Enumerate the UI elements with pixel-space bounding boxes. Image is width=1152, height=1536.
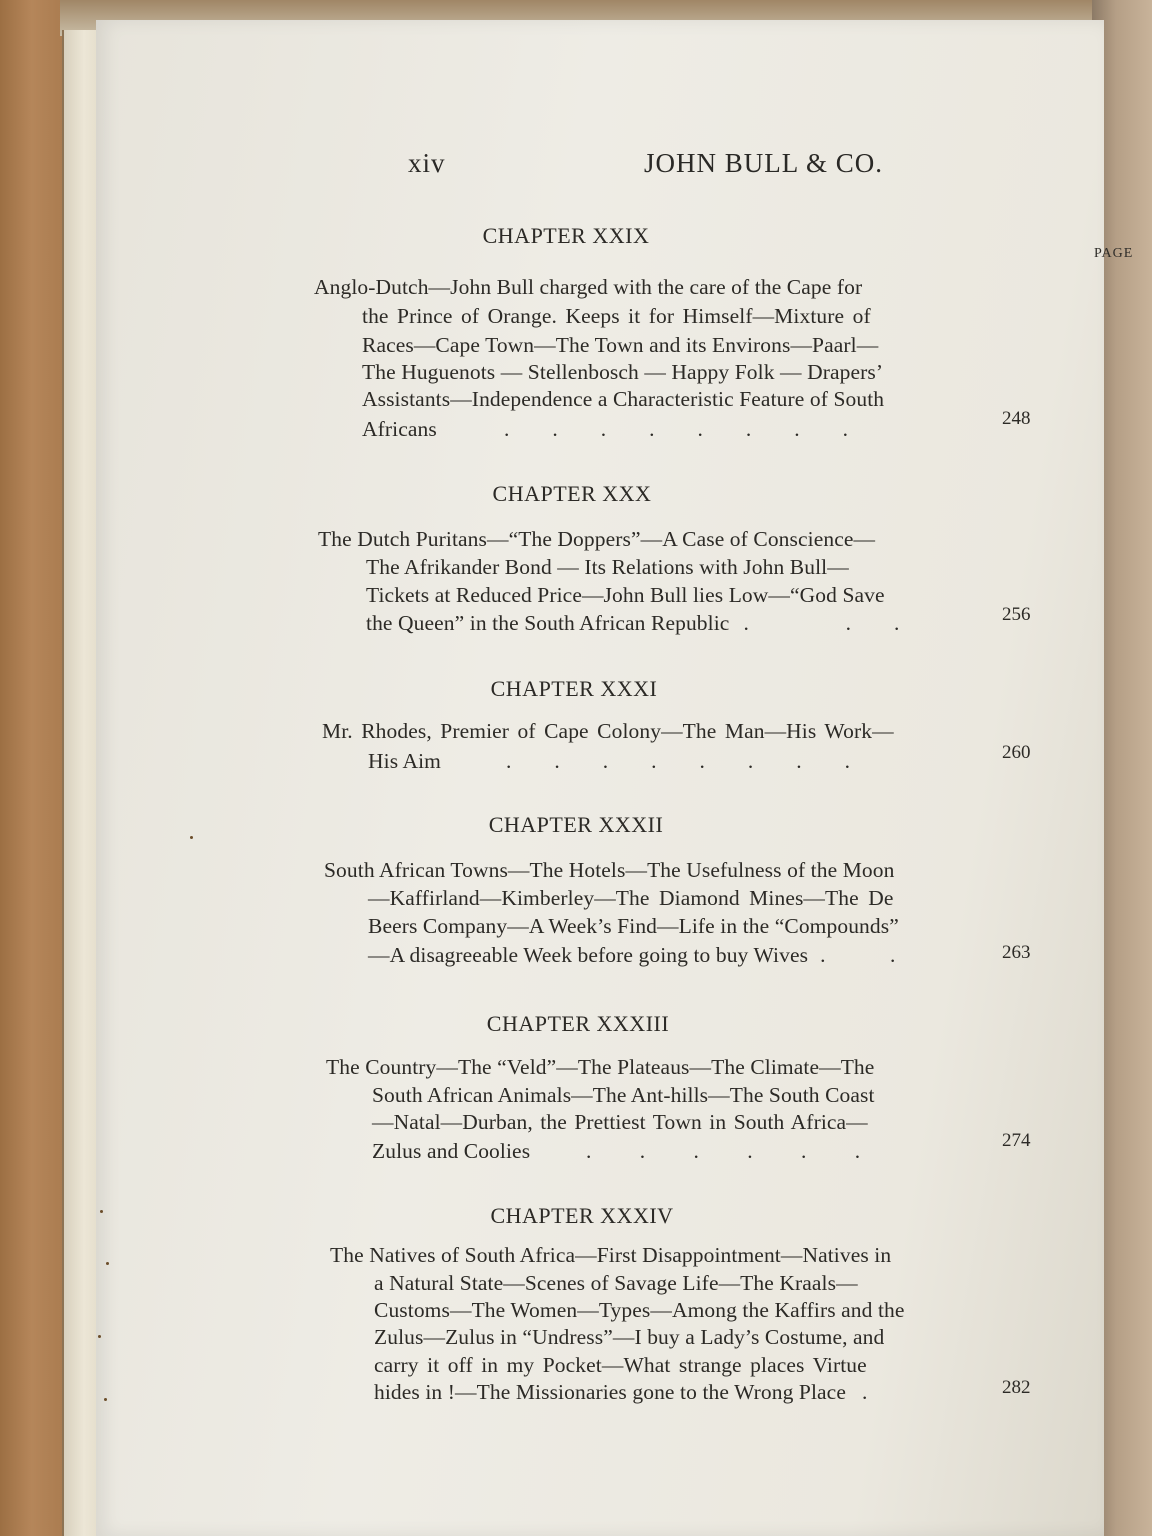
entry-line: Mr. Rhodes, Premier of Cape Colony—The Man—His Work— xyxy=(322,719,894,743)
entry-line xyxy=(368,943,895,968)
chapter-heading: CHAPTER XXXI xyxy=(490,676,658,701)
dot-leader: . . xyxy=(820,943,896,967)
chapter-heading: CHAPTER XXIX xyxy=(482,223,650,248)
entry-line xyxy=(374,1380,867,1405)
chapter-page-number: 248 xyxy=(1002,408,1031,429)
chapter-page-number: 256 xyxy=(1002,604,1031,625)
entry-line: Tickets at Reduced Price—John Bull lies Low—“God Save xyxy=(366,583,885,607)
entry-line: South African Animals—The Ant-hills—The South Coast xyxy=(372,1083,875,1107)
entry-line xyxy=(362,417,848,442)
entry-text: Africans xyxy=(362,417,437,441)
entry-line: The Afrikander Bond — Its Relations with John Bull— xyxy=(366,555,849,579)
chapter-heading: CHAPTER XXXII xyxy=(488,812,664,837)
dot-leader: . . . . . . . . xyxy=(506,749,850,773)
entry-line: Assistants—Independence a Characteristic Feature of South xyxy=(362,387,885,411)
entry-text: Zulus and Coolies xyxy=(372,1139,531,1163)
chapter-page-number: 260 xyxy=(1002,742,1031,763)
entry-text: —A disagreeable Week before going to buy Wives xyxy=(368,943,809,967)
book-cover-left xyxy=(0,0,70,1536)
dot-leader: . . . xyxy=(743,611,900,635)
entry-line: —Kaffirland—Kimberley—The Diamond Mines—The De xyxy=(368,886,894,910)
entry-line: Customs—The Women—Types—Among the Kaffirs and the xyxy=(374,1298,905,1322)
foxing-speck xyxy=(106,1262,109,1265)
entry-line: The Huguenots — Stellenbosch — Happy Folk — Drapers’ xyxy=(362,360,884,384)
chapter-heading: CHAPTER XXXIII xyxy=(486,1011,670,1036)
page-folio: xiv xyxy=(408,148,446,178)
dot-leader: . xyxy=(861,1380,868,1404)
entry-line: —Natal—Durban, the Prettiest Town in South Africa— xyxy=(372,1110,868,1134)
book-page xyxy=(96,20,1134,1536)
entry-text: His Aim xyxy=(368,749,441,773)
foxing-speck xyxy=(98,1335,101,1338)
dot-leader: . . . . . . xyxy=(586,1139,861,1163)
chapter-heading: CHAPTER XXXIV xyxy=(490,1203,674,1228)
entry-text: the Queen” in the South African Republic xyxy=(366,611,730,635)
entry-line xyxy=(368,749,850,774)
entry-line: Anglo-Dutch—John Bull charged with the care of the Cape for xyxy=(314,275,863,299)
dot-leader: . . . . . . . . xyxy=(504,417,848,441)
chapter-page-number: 282 xyxy=(1002,1377,1031,1398)
entry-line: a Natural State—Scenes of Savage Life—The Kraals— xyxy=(374,1271,858,1295)
chapter-heading: CHAPTER XXX xyxy=(492,481,652,506)
entry-line xyxy=(366,611,899,636)
chapter-page-number: 274 xyxy=(1002,1130,1031,1151)
entry-line: Beers Company—A Week’s Find—Life in the “Compounds” xyxy=(368,914,899,938)
chapter-page-number: 263 xyxy=(1002,942,1031,963)
entry-text: hides in !—The Missionaries gone to the Wrong Place xyxy=(374,1380,846,1404)
entry-line: Zulus—Zulus in “Undress”—I buy a Lady’s Costume, and xyxy=(374,1325,885,1349)
entry-line: The Dutch Puritans—“The Doppers”—A Case of Conscience— xyxy=(318,527,876,551)
page-column-label: PAGE xyxy=(1094,246,1134,261)
entry-line: The Country—The “Veld”—The Plateaus—The Climate—The xyxy=(326,1055,875,1079)
foxing-speck xyxy=(100,1210,103,1213)
entry-line: The Natives of South Africa—First Disappointment—Natives in xyxy=(330,1243,892,1267)
entry-line xyxy=(372,1139,861,1164)
entry-line: the Prince of Orange. Keeps it for Himself—Mixture of xyxy=(362,304,871,328)
entry-line: South African Towns—The Hotels—The Usefulness of the Moon xyxy=(324,858,895,882)
entry-line: carry it off in my Pocket—What strange places Virtue xyxy=(374,1353,867,1377)
foxing-speck xyxy=(190,836,193,839)
foxing-speck xyxy=(104,1398,107,1401)
book-title: JOHN BULL & CO. xyxy=(644,148,884,178)
entry-line: Races—Cape Town—The Town and its Environs—Paarl— xyxy=(362,333,879,357)
